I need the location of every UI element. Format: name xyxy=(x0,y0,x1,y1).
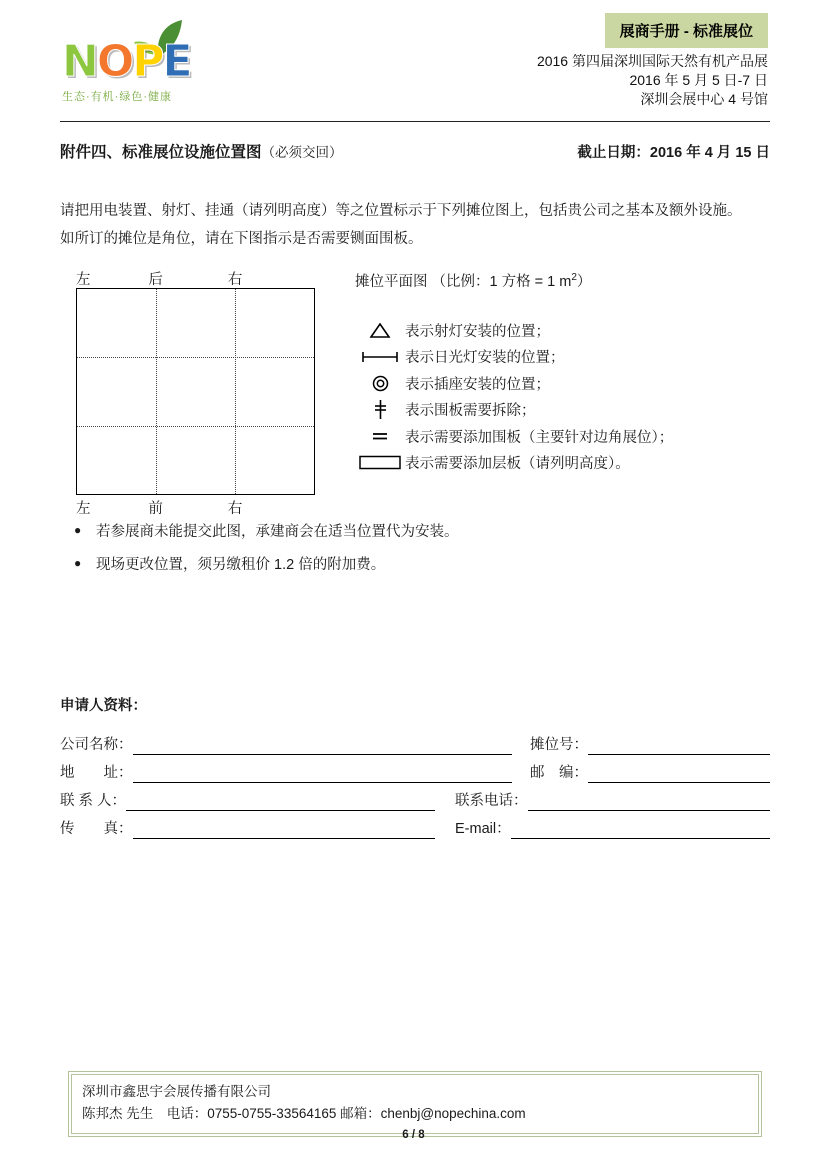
address-field[interactable] xyxy=(133,767,513,783)
logo-letter-e: E xyxy=(162,36,191,87)
booth-plan-grid[interactable] xyxy=(76,288,315,495)
deadline-text: 截止日期：2016 年 4 月 15 日 xyxy=(577,145,770,161)
shelf-board-icon xyxy=(355,455,405,470)
title-row xyxy=(60,140,770,162)
legend-heading-text: 摊位平面图 （比例：1 方格 = 1 m xyxy=(355,274,572,290)
legend-item-spotlight xyxy=(355,317,770,344)
applicant-form xyxy=(60,694,770,839)
fluorescent-light-icon xyxy=(355,350,405,364)
grid-vline-1 xyxy=(156,289,157,494)
legend-heading xyxy=(355,270,770,291)
event-info xyxy=(537,52,768,109)
organizer-contact-box xyxy=(68,1071,762,1137)
grid-bottom-labels xyxy=(76,497,315,515)
nope-logo xyxy=(62,10,212,104)
company-name-label: 公司名称： xyxy=(60,737,133,753)
company-name-field[interactable] xyxy=(133,739,513,755)
manual-section-badge: 展商手册 - 标准展位 xyxy=(605,13,768,48)
grid-label-top-left: 左 xyxy=(76,272,91,288)
legend-heading-sup: 2 xyxy=(571,272,577,284)
notes-list xyxy=(74,520,459,586)
bullet-icon: ● xyxy=(74,523,82,537)
fax-label: 传 真： xyxy=(60,821,133,837)
fax-field[interactable] xyxy=(133,823,436,839)
spotlight-triangle-icon xyxy=(355,322,405,339)
grid-top-labels xyxy=(76,268,315,286)
legend-item-socket xyxy=(355,370,770,397)
legend-item-add-panel xyxy=(355,423,770,450)
booth-number-field[interactable] xyxy=(588,739,770,755)
logo-tagline: 生态·有机·绿色·健康 xyxy=(62,91,172,103)
legend-item-label: 表示需要添加层板（请列明高度）。 xyxy=(405,456,630,473)
phone-field[interactable] xyxy=(528,795,771,811)
grid-label-back: 后 xyxy=(148,272,163,288)
grid-label-bottom-right: 右 xyxy=(227,501,243,517)
instructions-paragraph xyxy=(60,197,770,253)
legend-item-fluorescent xyxy=(355,344,770,371)
bullet-icon: ● xyxy=(74,556,82,570)
note-text: 若参展商未能提交此图，承建商会在适当位置代为安装。 xyxy=(96,524,459,540)
booth-number-label: 摊位号： xyxy=(530,737,588,753)
page-title-text: 附件四、标准展位设施位置图 xyxy=(60,144,262,161)
legend-item-label: 表示插座安装的位置； xyxy=(405,376,550,393)
legend-item-label: 表示射灯安装的位置； xyxy=(405,323,550,340)
plan-legend xyxy=(355,270,770,476)
contact-person-field[interactable] xyxy=(126,795,435,811)
page-title-note: （必须交回） xyxy=(261,145,343,160)
grid-hline-1 xyxy=(77,357,314,358)
power-socket-icon xyxy=(355,375,405,392)
grid-label-bottom-left: 左 xyxy=(76,501,91,517)
legend-item-label: 表示日光灯安装的位置； xyxy=(405,350,565,367)
email-field[interactable] xyxy=(511,823,770,839)
grid-label-top-right: 右 xyxy=(227,272,243,288)
organizer-company: 深圳市鑫思宇会展传播有限公司 xyxy=(82,1084,271,1099)
email-label: E-mail： xyxy=(455,821,511,837)
add-panel-icon xyxy=(355,431,405,441)
legend-heading-close: ） xyxy=(576,274,592,290)
logo-letter-o: O xyxy=(96,36,133,87)
grid-hline-2 xyxy=(77,426,314,427)
postcode-label: 邮 编： xyxy=(530,765,588,781)
note-item-2 xyxy=(74,553,459,574)
page-title xyxy=(60,140,343,162)
postcode-field[interactable] xyxy=(588,767,770,783)
event-name: 2016 第四届深圳国际天然有机产品展 xyxy=(536,53,768,69)
applicant-heading: 申请人资料： xyxy=(60,698,147,714)
form-row-company xyxy=(60,727,770,755)
address-label: 地 址： xyxy=(60,765,133,781)
legend-item-remove-panel xyxy=(355,397,770,424)
event-dates: 2016 年 5 月 5 日-7 日 xyxy=(629,72,768,88)
phone-label: 联系电话： xyxy=(455,793,528,809)
logo-letter-p: P xyxy=(132,36,163,87)
logo-wordmark xyxy=(62,36,212,87)
note-text: 现场更改位置，须另缴租价 1.2 倍的附加费。 xyxy=(96,557,386,573)
instructions-line-1: 请把用电装置、射灯、挂通（请列明高度）等之位置标示于下列摊位图上，包括贵公司之基本及额外设施。 xyxy=(60,203,742,219)
remove-panel-icon xyxy=(355,400,405,419)
grid-label-front: 前 xyxy=(148,501,163,517)
instructions-line-2: 如所订的摊位是角位，请在下图指示是否需要铡面围板。 xyxy=(60,231,423,247)
organizer-contact: 陈邦杰 先生 电话：0755-0755-33564165 邮箱：chenbj@nopechina.com xyxy=(82,1106,526,1121)
logo-letter-n: N xyxy=(62,36,97,87)
form-row-fax xyxy=(60,811,770,839)
header-divider xyxy=(60,121,770,122)
grid-vline-2 xyxy=(235,289,236,494)
form-row-address xyxy=(60,755,770,783)
page-number: 6 / 8 xyxy=(402,1129,425,1141)
contact-person-label: 联 系 人： xyxy=(60,793,127,809)
legend-item-label: 表示需要添加围板（主要针对边角展位）； xyxy=(405,429,674,446)
legend-item-shelf xyxy=(355,450,770,477)
legend-item-label: 表示围板需要拆除； xyxy=(405,403,536,420)
form-row-contact xyxy=(60,783,770,811)
event-venue: 深圳会展中心 4 号馆 xyxy=(640,91,768,107)
note-item-1 xyxy=(74,520,459,541)
